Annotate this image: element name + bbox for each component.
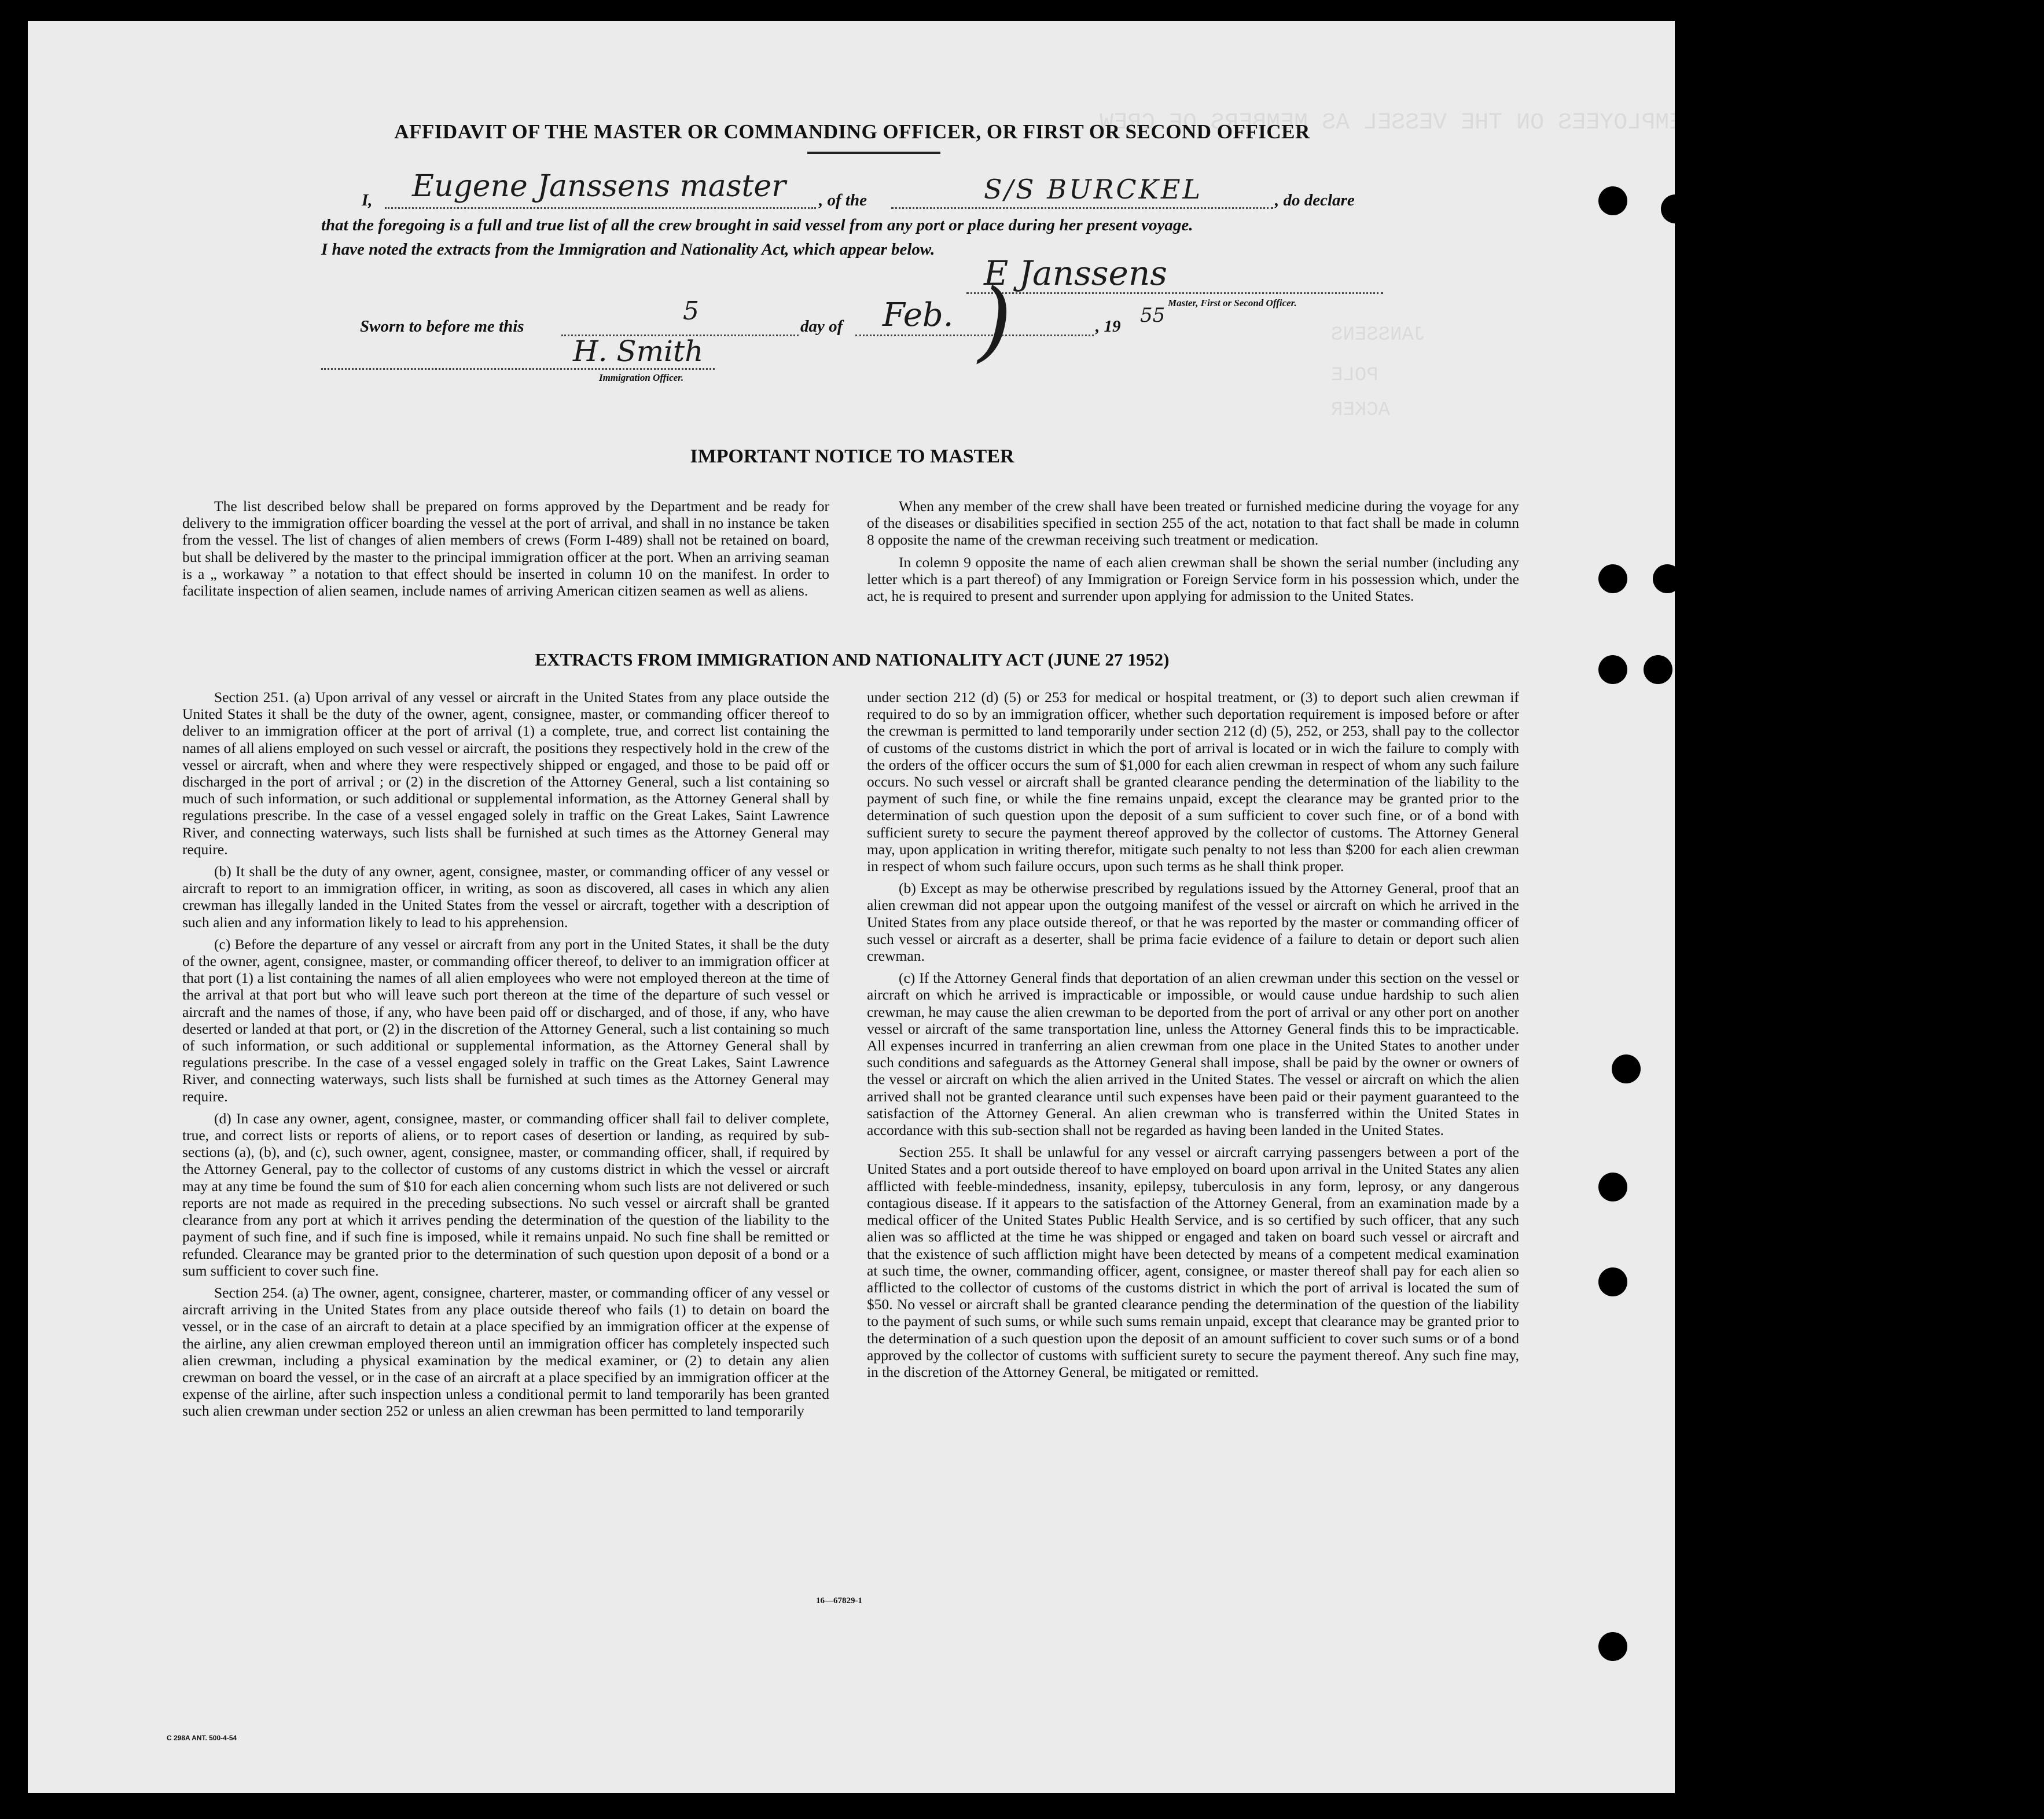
notice-left-column — [182, 498, 829, 599]
day-handwritten: 5 — [683, 296, 699, 326]
section-251-c: (c) Before the departure of any vessel or aircraft from any port in the United States, it shall be the duty of the owner, agent, consignee, master, or commanding officer thereof, to deliver to an immigration officer at that port (1) a list containing the names of all alien employees who were not employed thereon at the time of the arrival at that port but who will leave such port thereon at the time of the departure of such vessel or aircraft and the names of those, if any, who have been paid off or discharged, and of those, if any, who have deserted or landed at that port, or (2) in the discretion of the Attorney General, such a list containing so much of such information, or such additional or supplemental information, as the Attorney General shall by regulations prescribe. In the case of a vessel engaged solely in traffic on the Great Lakes, Saint Lawrence River, and connecting waterways, such lists shall be furnished at such times as the Attorney General may require. — [182, 935, 829, 1105]
day-of-label: day of — [800, 317, 843, 336]
section-251-b: (b) It shall be the duty of any owner, agent, consignee, master, or commanding officer of any vessel or aircraft to report to an immigration officer, in writing, as soon as discovered, all cases in which any alien crewman has illegally landed in the United States from the vessel or aircraft, together with a description of such alien and any information likely to lead to his apprehension. — [182, 863, 829, 931]
do-declare-label: , do declare — [1275, 191, 1355, 210]
extracts-left-column — [182, 689, 829, 1420]
print-code: 16—67829-1 — [816, 1596, 862, 1605]
officer-caption: Immigration Officer. — [599, 372, 684, 383]
officer-signature-handwritten: H. Smith — [573, 335, 704, 368]
punch-hole — [1653, 564, 1682, 593]
punch-hole — [1598, 564, 1627, 593]
section-254-c: (c) If the Attorney General finds that deportation of an alien crewman under this section on the vessel or aircraft on which he arrived is impracticable or impossible, or would cause undue hardship to such alien crewman, he may cause the alien crewman to be deported from the port of arrival or any other port on another vessel or aircraft of the same transportation line, unless the Attorney General finds this to be impracticable. All expenses incurred in tranferring an alien crewman from one place in the United States to another under such conditions and safeguards as the Attorney General shall impose, shall be paid by the owner or owners of the vessel or aircraft on which the alien arrived in the United States. The vessel or aircraft on which the alien arrived shall not be granted clearance until such expenses have been paid or their payment guaranteed to the satisfaction of the Attorney General. An alien crewman who is transferred within the United States in accordance with this sub-section shall not be regarded as having been landed in the United States. — [867, 969, 1519, 1139]
section-254-a: Section 254. (a) The owner, agent, consignee, charterer, master, or commanding officer of any vessel or aircraft arriving in the United States from any place outside thereof who fails (1) to detain on board the vessel, or in the case of an aircraft to detain at a place specified by an immigration officer at the expense of the airline, any alien crewman employed thereon until an immigration officer has completely inspected such alien crewman, including a physical examination by the medical examiner, or (2) to detain any alien crewman on board the vessel, or in the case of an aircraft at a place specified by an immigration officer at the expense of the airline, after such inspection unless a conditional permit to land temporarily has been granted such alien crewman under section 252 or unless an alien crewman has been permitted to land temporarily — [182, 1284, 829, 1420]
notice-paragraph: The list described below shall be prepared on forms approved by the Department and be ready for delivery to the immigration officer boarding the vessel at the port of arrival, and shall in no instance be taken from the vessel. The list of changes of alien members of crews (Form I-489) shall not be retained on board, but shall be delivered by the master to the principal immigration officer at the port. When an arriving seaman is a „ workaway ” a notation to that effect should be inserted in column 10 on the manifest. In order to facilitate inspection of alien seamen, include names of arriving American citizen seamen as well as aliens. — [182, 498, 829, 600]
affidavit-line-2: that the foregoing is a full and true list of all the crew brought in said vessel from any port or place during her present voyage. — [321, 216, 1193, 234]
bleed-through-text: LIST OR MANIFEST OF ALIEN EMPLOYEES ON THE VESSEL AS MEMBERS OF CREW — [1100, 110, 2044, 136]
master-signature-handwritten: E Janssens — [984, 253, 1167, 293]
vessel-name-line — [891, 207, 1273, 209]
notice-paragraph: In colemn 9 opposite the name of each alien crewman shall be shown the serial number (including any letter which is a part thereof) of any Immigration or Foreign Service form in his possession which, under the act, he is required to present and surrender upon applying for admission to the United States. — [867, 553, 1519, 605]
officer-signature-line — [321, 368, 715, 370]
signature-line — [966, 292, 1383, 294]
master-name-handwritten: Eugene Janssens master — [412, 169, 786, 204]
punch-hole — [1598, 1632, 1627, 1661]
section-251-d: (d) In case any owner, agent, consignee, master, or commanding officer shall fail to deliver complete, true, and correct lists or reports of aliens, or to report cases of desertion or landing, as required by sub-sections (a), (b), and (c), such owner, agent, consignee, master, or commanding officer, shall, if required by the Attorney General, pay to the collector of customs of any customs district in which the vessel or aircraft may at any time be found the sum of $10 for each alien concerning whom such lists are not delivered or such reports are not made as required in the preceding subsections. No such vessel or aircraft shall be granted clearance from any port at which it arrives pending the determination of the question of the liability to the payment of such fine, and if such fine is imposed, while it remains unpaid. No such fine shall be remitted or refunded. Clearance may be granted prior to the determination of such question upon deposit of a bond or a sum sufficient to cover such fine. — [182, 1109, 829, 1279]
punch-hole — [1612, 1054, 1641, 1083]
punch-hole — [1598, 1267, 1627, 1296]
affidavit-title: AFFIDAVIT OF THE MASTER OR COMMANDING OFFICER, OR FIRST OR SECOND OFFICER — [394, 120, 1310, 143]
punch-hole — [1644, 655, 1672, 684]
bleed-through-text: ACKER — [1331, 399, 1391, 421]
section-255: Section 255. It shall be unlawful for any vessel or aircraft carrying passengers between a port of the United States and a port outside thereof to have employed on board upon arrival in the United States any alien afflicted with feeble-mindedness, insanity, epilepsy, tuberculosis in any form, leprosy, or any dangerous contagious disease. If it appears to the satisfaction of the Attorney General, from an examination made by a medical officer of the United States Public Health Service, and is so certified by such officer, that any such alien was so afflicted at the time he was shipped or engaged and taken on board such vessel or aircraft and that the existence of such affliction might have been detected by means of a competent medical examination at such time, the owner, commanding officer, agent, consignee, or master thereof shall pay for each alien so afflicted to the collector of customs of the customs district in which the port of arrival is located the sum of $50. No vessel or aircraft shall be granted clearance pending the determination of the question of the liability to the payment of such sums, or while such sums remain unpaid, except that clearance may be granted prior to the determination of a such question upon the deposit of an amount sufficient to cover such sums or of a bond approved by the collector of customs with sufficient surety to secure the payment thereof. Any such fine may, in the discretion of the Attorney General, be mitigated or remitted. — [867, 1144, 1519, 1380]
of-the-label: , of the — [819, 191, 867, 210]
bleed-through-text: POLE — [1331, 365, 1378, 387]
month-line — [855, 335, 1094, 336]
extracts-title: EXTRACTS FROM IMMIGRATION AND NATIONALITY ACT (JUNE 27 1952) — [535, 649, 1170, 670]
form-code: C 298A ANT. 500-4-54 — [167, 1734, 237, 1742]
notice-title: IMPORTANT NOTICE TO MASTER — [690, 446, 1014, 467]
notice-paragraph: When any member of the crew shall have been treated or furnished medicine during the voyage for any of the diseases or disabilities specified in section 255 of the act, notation to that fact shall be made in column 8 opposite the name of the crewman receiving such treatment or medication. — [867, 498, 1519, 549]
punch-hole — [1598, 186, 1627, 215]
master-name-line — [385, 207, 816, 209]
vessel-name-handwritten: S/S BURCKEL — [984, 174, 1203, 205]
punch-hole — [1598, 1173, 1627, 1201]
section-254-b: (b) Except as may be otherwise prescribed by regulations issued by the Attorney General, proof that an alien crewman did not appear upon the outgoing manifest of the vessel or aircraft on which he arrived in the United States from any place outside thereof, or that he was reported by the master or commanding officer of such vessel or aircraft as a deserter, shall be prima facie evidence of a failure to detain or deport such alien crewman. — [867, 880, 1519, 965]
signature-flourish: ) — [978, 271, 1012, 372]
year-handwritten: 55 — [1140, 304, 1166, 327]
i-label: I, — [362, 191, 373, 210]
month-handwritten: Feb. — [883, 296, 954, 334]
sworn-label: Sworn to before me this — [360, 317, 524, 336]
notice-right-column — [867, 498, 1519, 604]
title-rule — [807, 152, 940, 154]
signature-caption: Master, First or Second Officer. — [1168, 297, 1297, 308]
year-prefix: , 19 — [1095, 317, 1121, 336]
bleed-through-text: JANSSENS — [1331, 324, 1426, 346]
affidavit-line-3: I have noted the extracts from the Immigration and Nationality Act, which appear below. — [321, 240, 935, 259]
extracts-right-column — [867, 689, 1519, 1380]
section-251-a: Section 251. (a) Upon arrival of any vessel or aircraft in the United States from any place outside the United States it shall be the duty of the owner, agent, consignee, master, or commanding officer thereof to deliver to an immigration officer at the port of arrival (1) a complete, true, and correct list containing the names of all aliens employed on such vessel or aircraft, the positions they respectively hold in the crew of the vessel or aircraft, when and where they were respectively shipped or engaged, and those to be paid off or discharged in the port of arrival ; or (2) in the discretion of the Attorney General, such a list containing so much of such information, or such additional or supplemental information, as the Attorney General shall by regulations prescribe. In the case of a vessel engaged solely in traffic on the Great Lakes, Saint Lawrence River, and connecting waterways, such lists shall be furnished at such times as the Attorney General may require. — [182, 689, 829, 858]
punch-hole — [1661, 194, 1690, 223]
section-254-a-continued: under section 212 (d) (5) or 253 for medical or hospital treatment, or (3) to deport such alien crewman if required to do so by an immigration officer, whether such deportation requirement is imposed before or after the crewman is permitted to land temporarily under section 212 (d) (5), 252, or 253, shall pay to the collector of customs of the customs district in which the port of arrival is located or in wich the failure to comply with the orders of the officer occurs the sum of $1,000 for each alien crewman in respect of whom any such failure occurs. No such vessel or aircraft shall be granted clearance pending the determination of the liability to the payment of such fine, or while the fine remains unpaid, except the clearance may be granted prior to the determination of such question upon the deposit of a sum sufficient to cover such fine, or of a bond with sufficient surety to secure the payment thereof approved by the collector of customs. The Attorney General may, upon application in writing therefor, mitigate such penalty to not less than $200 for each alien crewman in respect of whom such failure occurs, upon such terms as he shall think proper. — [867, 689, 1519, 875]
punch-hole — [1598, 655, 1627, 684]
